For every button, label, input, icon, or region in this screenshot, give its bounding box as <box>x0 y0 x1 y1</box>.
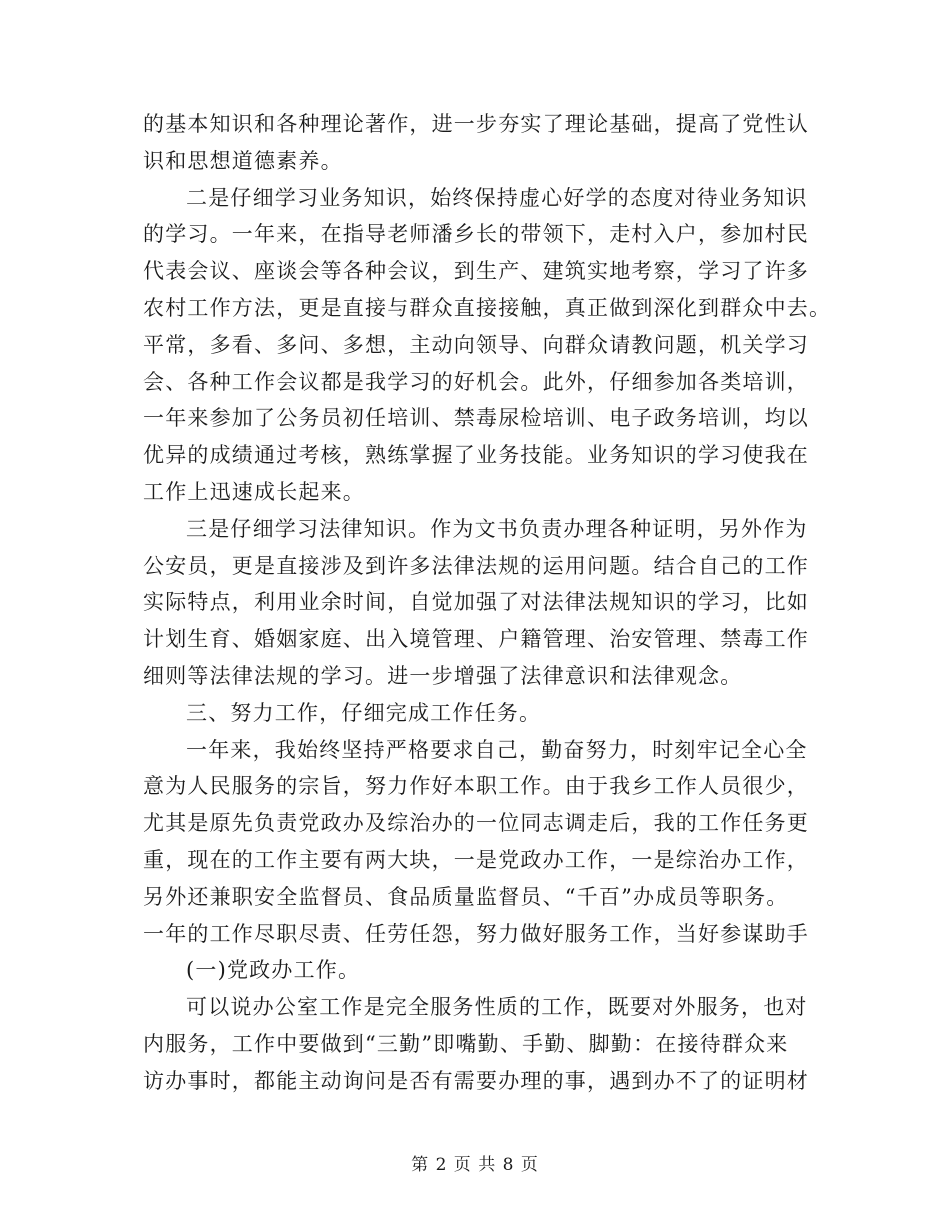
section-heading: 三、努力工作，仔细完成工作任务。 <box>186 700 542 725</box>
text-line: 会、各种工作会议都是我学习的好机会。此外，仔细参加各类培训， <box>143 369 809 394</box>
body-text <box>143 106 832 1100</box>
text-line: 公安员，更是直接涉及到许多法律法规的运用问题。结合自己的工作 <box>143 553 809 578</box>
text-line: 的基本知识和各种理论著作，进一步夯实了理论基础，提高了党性认 <box>143 112 809 136</box>
text-line: 细则等法律法规的学习。进一步增强了法律意识和法律观念。 <box>143 663 743 688</box>
text-line: 平常，多看、多问、多想，主动向领导、向群众请教问题，机关学习 <box>143 332 809 357</box>
text-line: 一年来参加了公务员初任培训、禁毒尿检培训、电子政务培训，均以 <box>143 406 809 431</box>
text-line: 三是仔细学习法律知识。作为文书负责办理各种证明，另外作为 <box>186 516 808 541</box>
text-line: 尤其是原先负责党政办及综治办的一位同志调走后，我的工作任务更 <box>143 811 809 836</box>
text-line: 农村工作方法，更是直接与群众直接接触，真正做到深化到群众中去。 <box>143 295 832 320</box>
text-line: 识和思想道德素养。 <box>143 148 343 173</box>
text-line: 意为人民服务的宗旨，努力作好本职工作。由于我乡工作人员很少， <box>143 774 809 799</box>
text-line: 可以说办公室工作是完全服务性质的工作，既要对外服务，也对 <box>186 995 808 1020</box>
text-line: 优异的成绩通过考核，熟练掌握了业务技能。业务知识的学习使我在 <box>143 443 809 468</box>
text-line: 代表会议、座谈会等各种会议，到生产、建筑实地考察，学习了许多 <box>143 259 809 284</box>
subsection-heading: (一)党政办工作。 <box>186 958 361 983</box>
page-number-footer: 第 2 页 共 8 页 <box>411 1155 539 1175</box>
text-line: 一年的工作尽职尽责、任劳任怨，努力做好服务工作，当好参谋助手 <box>143 921 809 946</box>
text-line: 的学习。一年来，在指导老师潘乡长的带领下，走村入户，参加村民 <box>143 222 809 247</box>
text-line: 实际特点，利用业余时间，自觉加强了对法律法规知识的学习，比如 <box>143 590 809 615</box>
text-line: 重，现在的工作主要有两大块，一是党政办工作，一是综治办工作， <box>143 847 809 872</box>
text-line: 计划生育、婚姻家庭、出入境管理、户籍管理、治安管理、禁毒工作 <box>143 627 809 652</box>
text-line: 二是仔细学习业务知识，始终保持虚心好学的态度对待业务知识 <box>186 185 808 210</box>
text-line: 工作上迅速成长起来。 <box>143 479 365 504</box>
text-line: 一年来，我始终坚持严格要求自己，勤奋努力，时刻牢记全心全 <box>186 737 808 762</box>
text-line: 访办事时，都能主动询问是否有需要办理的事，遇到办不了的证明材 <box>143 1068 809 1093</box>
text-line: 另外还兼职安全监督员、食品质量监督员、“千百”办成员等职务。 <box>143 884 789 909</box>
text-line: 内服务，工作中要做到“三勤”即嘴勤、手勤、脚勤：在接待群众来 <box>143 1031 789 1056</box>
